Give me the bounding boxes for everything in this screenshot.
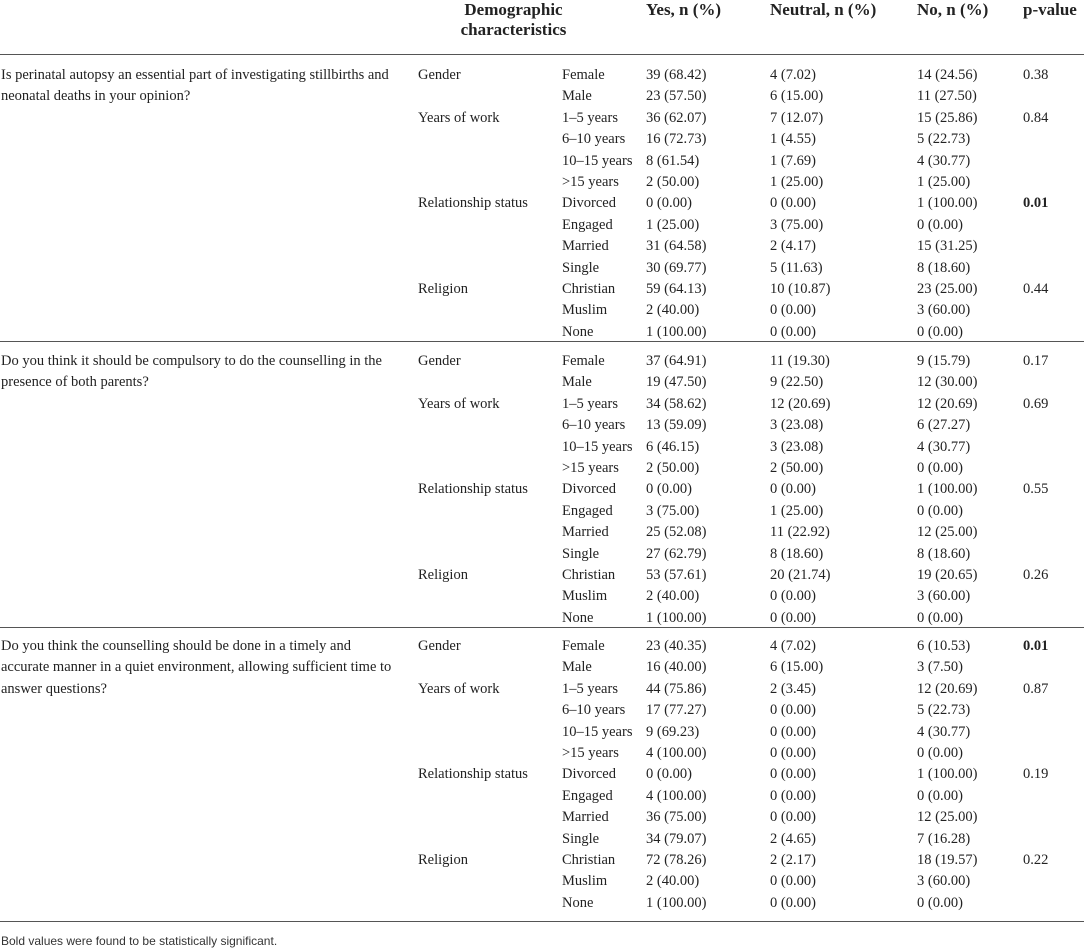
no-value: 12 (25.00) — [917, 809, 978, 826]
yes-value: 2 (50.00) — [646, 174, 700, 190]
no-value: 12 (25.00) — [917, 524, 978, 541]
table-header — [0, 0, 1084, 54]
p-value: 0.44 — [1023, 281, 1049, 297]
no-value: 3 (60.00) — [917, 873, 971, 890]
subgroup-label: 1–5 years — [562, 680, 618, 697]
subgroup-label: Female — [562, 353, 605, 369]
subgroup-label: Married — [562, 238, 609, 255]
subgroup-label: Female — [562, 638, 605, 654]
neutral-value: 10 (10.87) — [770, 281, 831, 297]
no-value: 0 (0.00) — [917, 787, 963, 804]
neutral-value: 0 (0.00) — [770, 588, 816, 605]
subgroup-label: 1–5 years — [562, 109, 618, 126]
header-yes: Yes, n (%) — [646, 0, 722, 19]
subgroup-label: Married — [562, 809, 609, 826]
yes-value: 31 (64.58) — [646, 238, 707, 255]
section-divider — [0, 627, 1084, 628]
yes-value: 2 (40.00) — [646, 302, 700, 319]
question-text: Do you think it should be compulsory to do the counselling in the presence of both parents? — [1, 353, 382, 391]
neutral-value: 11 (22.92) — [770, 524, 830, 541]
neutral-value: 0 (0.00) — [770, 723, 816, 740]
subgroup-label: None — [562, 894, 594, 911]
p-value: 0.87 — [1023, 680, 1049, 697]
no-value: 8 (18.60) — [917, 545, 971, 562]
category-label: Religion — [418, 281, 468, 297]
neutral-value: 3 (23.08) — [770, 417, 824, 434]
neutral-value: 9 (22.50) — [770, 374, 824, 391]
subgroup-label: Christian — [562, 567, 616, 583]
no-value: 1 (100.00) — [917, 481, 978, 498]
yes-value: 2 (50.00) — [646, 460, 700, 476]
category-label: Years of work — [418, 395, 500, 412]
subgroup-label: >15 years — [562, 174, 619, 190]
neutral-value: 6 (15.00) — [770, 659, 824, 676]
no-value: 15 (31.25) — [917, 238, 978, 255]
yes-value: 44 (75.86) — [646, 680, 707, 697]
p-value: 0.26 — [1023, 567, 1049, 583]
no-value: 23 (25.00) — [917, 281, 978, 297]
no-value: 0 (0.00) — [917, 460, 963, 476]
neutral-value: 20 (21.74) — [770, 567, 831, 583]
yes-value: 27 (62.79) — [646, 545, 707, 562]
header-neutral: Neutral, n (%) — [770, 0, 877, 19]
header-divider — [0, 54, 1084, 55]
subgroup-label: Christian — [562, 852, 616, 868]
neutral-value: 0 (0.00) — [770, 745, 816, 761]
yes-value: 53 (57.61) — [646, 567, 707, 583]
subgroup-label: 10–15 years — [562, 438, 633, 455]
question-text: Is perinatal autopsy an essential part of investigating stillbirths and neonatal deaths in your opinion? — [1, 67, 389, 105]
category-label: Religion — [418, 852, 468, 868]
yes-value: 0 (0.00) — [646, 481, 692, 498]
no-value: 1 (100.00) — [917, 766, 978, 783]
yes-value: 36 (75.00) — [646, 809, 707, 826]
p-value: 0.19 — [1023, 766, 1049, 783]
neutral-value: 5 (11.63) — [770, 259, 823, 276]
yes-value: 1 (100.00) — [646, 894, 707, 911]
yes-value: 3 (75.00) — [646, 502, 700, 519]
neutral-value: 0 (0.00) — [770, 481, 816, 498]
yes-value: 16 (40.00) — [646, 659, 707, 676]
no-value: 0 (0.00) — [917, 894, 963, 911]
no-value: 1 (25.00) — [917, 174, 971, 190]
subgroup-label: >15 years — [562, 460, 619, 476]
subgroup-label: 1–5 years — [562, 395, 618, 412]
subgroup-label: Single — [562, 259, 600, 276]
neutral-value: 2 (3.45) — [770, 680, 816, 697]
no-value: 4 (30.77) — [917, 152, 971, 169]
subgroup-label: Divorced — [562, 195, 616, 212]
category-label: Religion — [418, 567, 468, 583]
yes-value: 6 (46.15) — [646, 438, 700, 455]
question-text: Do you think the counselling should be done in a timely and accurate manner in a quiet environment, allowing sufficient time to answer questions? — [1, 638, 392, 697]
p-value: 0.01 — [1023, 195, 1049, 212]
neutral-value: 0 (0.00) — [770, 302, 816, 319]
neutral-value: 0 (0.00) — [770, 894, 816, 911]
subgroup-label: Single — [562, 830, 600, 847]
no-value: 19 (20.65) — [917, 567, 978, 583]
category-label: Years of work — [418, 109, 500, 126]
p-value: 0.69 — [1023, 395, 1049, 412]
yes-value: 19 (47.50) — [646, 374, 707, 391]
neutral-value: 0 (0.00) — [770, 323, 816, 340]
neutral-value: 0 (0.00) — [770, 702, 816, 719]
no-value: 8 (18.60) — [917, 259, 971, 276]
yes-value: 1 (25.00) — [646, 216, 700, 233]
yes-value: 2 (40.00) — [646, 588, 700, 605]
no-value: 7 (16.28) — [917, 830, 971, 847]
subgroup-label: None — [562, 609, 594, 626]
neutral-value: 12 (20.69) — [770, 395, 831, 412]
header-demographic: Demographic characteristics — [460, 0, 567, 39]
yes-value: 2 (40.00) — [646, 873, 700, 890]
table-footnote: Bold values were found to be statistically significant. — [1, 934, 278, 948]
neutral-value: 0 (0.00) — [770, 809, 816, 826]
category-label: Gender — [418, 353, 461, 369]
neutral-value: 6 (15.00) — [770, 88, 824, 105]
no-value: 4 (30.77) — [917, 723, 971, 740]
subgroup-label: Engaged — [562, 787, 613, 804]
no-value: 12 (20.69) — [917, 395, 978, 412]
p-value: 0.55 — [1023, 481, 1049, 498]
neutral-value: 1 (25.00) — [770, 174, 824, 190]
yes-value: 9 (69.23) — [646, 723, 700, 740]
subgroup-label: Engaged — [562, 502, 613, 519]
neutral-value: 0 (0.00) — [770, 873, 816, 890]
no-value: 0 (0.00) — [917, 745, 963, 761]
p-value: 0.84 — [1023, 109, 1049, 126]
neutral-value: 8 (18.60) — [770, 545, 824, 562]
yes-value: 17 (77.27) — [646, 702, 707, 719]
no-value: 0 (0.00) — [917, 502, 963, 519]
yes-value: 1 (100.00) — [646, 323, 707, 340]
neutral-value: 0 (0.00) — [770, 787, 816, 804]
subgroup-label: Single — [562, 545, 600, 562]
no-value: 11 (27.50) — [917, 88, 977, 105]
yes-value: 39 (68.42) — [646, 67, 707, 83]
neutral-value: 1 (4.55) — [770, 131, 816, 148]
no-value: 0 (0.00) — [917, 609, 963, 626]
yes-value: 4 (100.00) — [646, 745, 707, 761]
neutral-value: 3 (75.00) — [770, 216, 824, 233]
subgroup-label: Married — [562, 524, 609, 541]
yes-value: 16 (72.73) — [646, 131, 707, 148]
p-value: 0.17 — [1023, 353, 1049, 369]
subgroup-label: Muslim — [562, 873, 608, 890]
yes-value: 0 (0.00) — [646, 195, 692, 212]
yes-value: 36 (62.07) — [646, 109, 707, 126]
yes-value: 25 (52.08) — [646, 524, 707, 541]
subgroup-label: >15 years — [562, 745, 619, 761]
no-value: 5 (22.73) — [917, 131, 971, 148]
yes-value: 1 (100.00) — [646, 609, 707, 626]
yes-value: 8 (61.54) — [646, 152, 700, 169]
subgroup-label: 6–10 years — [562, 131, 626, 148]
p-value: 0.22 — [1023, 852, 1049, 868]
category-label: Gender — [418, 638, 461, 654]
yes-value: 37 (64.91) — [646, 353, 707, 369]
no-value: 3 (7.50) — [917, 659, 963, 676]
category-label: Years of work — [418, 680, 500, 697]
category-label: Relationship status — [418, 481, 528, 498]
subgroup-label: 10–15 years — [562, 723, 633, 740]
yes-value: 30 (69.77) — [646, 259, 707, 276]
yes-value: 72 (78.26) — [646, 852, 707, 868]
no-value: 4 (30.77) — [917, 438, 971, 455]
no-value: 12 (20.69) — [917, 680, 978, 697]
neutral-value: 1 (7.69) — [770, 152, 816, 169]
no-value: 15 (25.86) — [917, 109, 978, 126]
subgroup-label: Engaged — [562, 216, 613, 233]
subgroup-label: Christian — [562, 281, 616, 297]
neutral-value: 2 (4.17) — [770, 238, 816, 255]
neutral-value: 2 (4.65) — [770, 830, 816, 847]
yes-value: 4 (100.00) — [646, 787, 707, 804]
no-value: 12 (30.00) — [917, 374, 978, 391]
subgroup-label: Male — [562, 374, 592, 391]
yes-value: 34 (58.62) — [646, 395, 707, 412]
neutral-value: 4 (7.02) — [770, 67, 816, 83]
no-value: 5 (22.73) — [917, 702, 971, 719]
header-pvalue: p-value — [1023, 0, 1077, 19]
subgroup-label: Female — [562, 67, 605, 83]
category-label: Relationship status — [418, 766, 528, 783]
neutral-value: 1 (25.00) — [770, 502, 824, 519]
no-value: 0 (0.00) — [917, 216, 963, 233]
neutral-value: 0 (0.00) — [770, 195, 816, 212]
no-value: 3 (60.00) — [917, 302, 971, 319]
no-value: 3 (60.00) — [917, 588, 971, 605]
neutral-value: 2 (50.00) — [770, 460, 824, 476]
neutral-value: 0 (0.00) — [770, 609, 816, 626]
no-value: 9 (15.79) — [917, 353, 971, 369]
subgroup-label: Male — [562, 659, 592, 676]
subgroup-label: Male — [562, 88, 592, 105]
category-label: Gender — [418, 67, 461, 83]
subgroup-label: 6–10 years — [562, 702, 626, 719]
no-value: 6 (27.27) — [917, 417, 971, 434]
yes-value: 59 (64.13) — [646, 281, 707, 297]
subgroup-label: Muslim — [562, 588, 608, 605]
subgroup-label: Divorced — [562, 481, 616, 498]
yes-value: 13 (59.09) — [646, 417, 707, 434]
header-no: No, n (%) — [917, 0, 989, 19]
subgroup-label: None — [562, 323, 594, 340]
yes-value: 34 (79.07) — [646, 830, 707, 847]
no-value: 0 (0.00) — [917, 323, 963, 340]
section-divider — [0, 341, 1084, 342]
yes-value: 23 (40.35) — [646, 638, 707, 654]
subgroup-label: 10–15 years — [562, 152, 633, 169]
neutral-value: 2 (2.17) — [770, 852, 816, 868]
neutral-value: 7 (12.07) — [770, 109, 824, 126]
yes-value: 23 (57.50) — [646, 88, 707, 105]
p-value: 0.01 — [1023, 638, 1049, 654]
neutral-value: 3 (23.08) — [770, 438, 824, 455]
p-value: 0.38 — [1023, 67, 1049, 83]
category-label: Relationship status — [418, 195, 528, 212]
no-value: 1 (100.00) — [917, 195, 978, 212]
subgroup-label: 6–10 years — [562, 417, 626, 434]
no-value: 6 (10.53) — [917, 638, 971, 654]
neutral-value: 11 (19.30) — [770, 353, 830, 369]
yes-value: 0 (0.00) — [646, 766, 692, 783]
neutral-value: 4 (7.02) — [770, 638, 816, 654]
subgroup-label: Muslim — [562, 302, 608, 319]
table-bottom-rule — [0, 921, 1084, 922]
no-value: 14 (24.56) — [917, 67, 978, 83]
neutral-value: 0 (0.00) — [770, 766, 816, 783]
subgroup-label: Divorced — [562, 766, 616, 783]
no-value: 18 (19.57) — [917, 852, 978, 868]
